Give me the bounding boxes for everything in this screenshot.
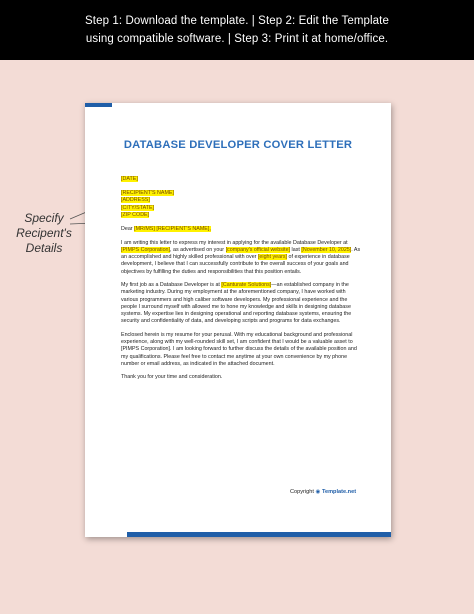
address-field: [ADDRESS] — [121, 197, 150, 204]
copyright-notice: Copyright ◉ Template.net — [290, 489, 357, 495]
paragraph-1: I am writing this letter to express my interest in applying for the available Database Developer at [PIMPS Corporation], as advertised on your [company's official website] last [November 10, 2025]. As an accomplished and highly skilled professional with over [eight years] of experience in database development, I believe that I can successfully contribute to the overall success of your goals and objectives by fulfilling the duties and responsibilities that this position entails. — [121, 239, 361, 275]
recipient-block — [121, 190, 361, 219]
closing-line: Thank you for your time and consideration. — [121, 374, 223, 381]
source-field: [company's official website] — [225, 246, 291, 253]
recipient-name-field: [RECIPIENT'S NAME] — [121, 190, 174, 197]
side-annotation-line-2: Recipent's — [16, 226, 72, 240]
template-net-brand: Template.net — [321, 489, 357, 495]
posting-date-field: [November 10, 2025] — [301, 246, 352, 253]
cover-letter-document — [85, 103, 391, 537]
city-state-field: [CITY/STATE] — [121, 204, 155, 211]
bottom-accent-bar — [127, 532, 391, 537]
zip-code-field: [ZIP CODE] — [121, 211, 150, 218]
paragraph-3: Enclosed herein is my resume for your perusal. With my educational background and professional experience, along with my well-rounded skill set, I am confident that I would be a valuable asset to [PIMPS Corporation]. I am looking forward to further discuss the details of the available position and my qualifications. Please feel free to contact me anytime at your own convenience by my phone number or email address, as indicated in the attached document. — [121, 331, 357, 367]
banner-line-1: Step 1: Download the template. | Step 2: Edit the Template — [85, 15, 389, 27]
experience-years-field: [eight years] — [257, 254, 288, 261]
side-annotation-line-3: Details — [25, 241, 63, 255]
banner-line-2: using compatible software. | Step 3: Print it at home/office. — [85, 33, 389, 45]
salutation: Dear [MR/MS] [RECIPIENT'S NAME], — [121, 226, 211, 233]
template-net-logo-icon: ◉ — [315, 489, 321, 495]
paragraph-2: My first job as a Database Developer is at [Canturate Solutions]—an established company in the marketing industry. During my employment at the aforementioned company, I have worked with various programmers and high caliber software developers. My professional experience and the people I surround myself with allowed me to hone my knowledge and skills in designing database systems. My expertise lies in designing operational and reporting database systems, ensuring the security and confidentiality of data, and developing scripts and programs for data exchanges. — [121, 282, 352, 325]
side-annotation-line-1: Specify — [24, 211, 64, 225]
previous-employer-field: [Canturate Solutions] — [221, 282, 272, 289]
date-field: [DATE] — [121, 176, 138, 182]
top-accent-bar — [85, 103, 112, 107]
company-field: [PIMPS Corporation] — [121, 246, 171, 253]
salutation-field: [MR/MS] [RECIPIENT'S NAME], — [134, 226, 211, 233]
document-title: DATABASE DEVELOPER COVER LETTER — [123, 139, 353, 151]
letter-body — [121, 176, 361, 388]
